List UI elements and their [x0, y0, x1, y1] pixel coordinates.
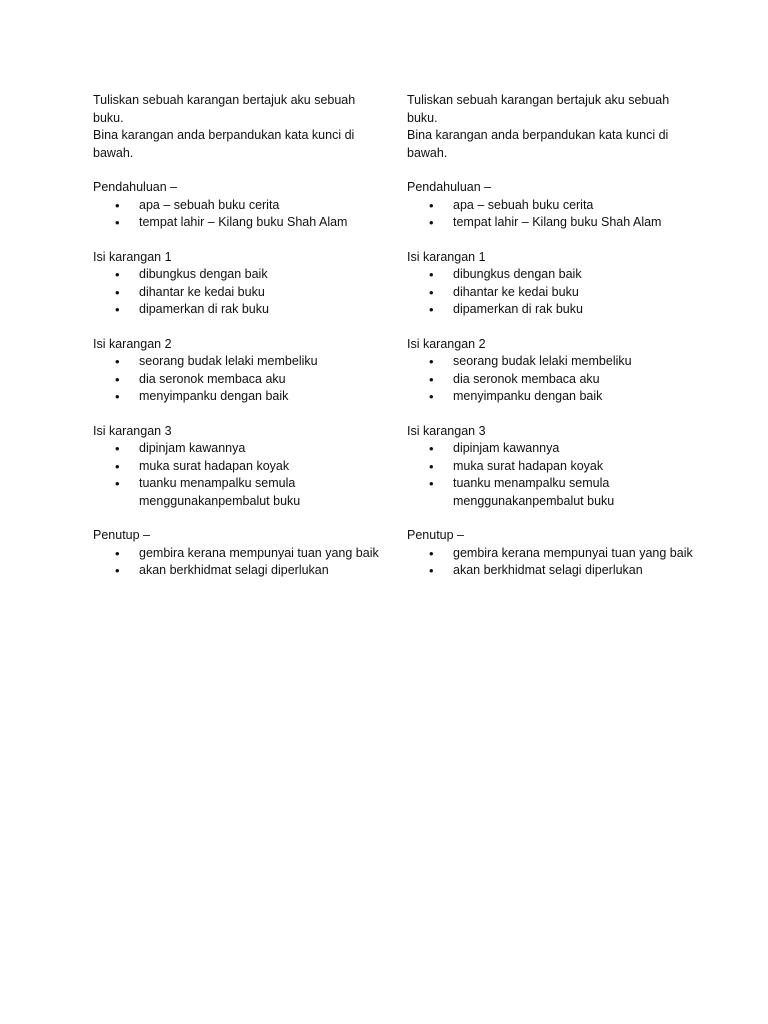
list-item: • tempat lahir – Kilang buku Shah Alam	[407, 214, 697, 232]
list-item: • dibungkus dengan baik	[93, 266, 383, 284]
bullet-list	[93, 440, 383, 510]
list-item: • gembira kerana mempunyai tuan yang baik	[93, 545, 383, 563]
section-title: Isi karangan 3	[407, 423, 486, 438]
bullet-list	[407, 545, 697, 580]
list-item: • dipamerkan di rak buku	[93, 301, 383, 319]
left-column	[93, 92, 383, 580]
list-item: • menyimpanku dengan baik	[407, 388, 697, 406]
instructions	[93, 92, 383, 162]
section-isi-karangan-1	[407, 249, 697, 319]
section-pendahuluan	[407, 179, 697, 232]
list-item: • dipinjam kawannya	[407, 440, 697, 458]
section-title: Isi karangan 2	[93, 336, 172, 351]
section-isi-karangan-2	[93, 336, 383, 406]
list-item: • tuanku menampalku semula menggunakanpembalut buku	[407, 475, 697, 510]
section-penutup	[93, 527, 383, 580]
list-item: • seorang budak lelaki membeliku	[93, 353, 383, 371]
list-item: • apa – sebuah buku cerita	[407, 197, 697, 215]
section-title: Isi karangan 1	[407, 249, 486, 264]
bullet-list	[407, 440, 697, 510]
section-isi-karangan-3	[93, 423, 383, 511]
list-item: • tuanku menampalku semula menggunakanpembalut buku	[93, 475, 383, 510]
instructions	[407, 92, 697, 162]
bullet-list	[407, 197, 697, 232]
bullet-list	[93, 197, 383, 232]
list-item: • dibungkus dengan baik	[407, 266, 697, 284]
list-item: • seorang budak lelaki membeliku	[407, 353, 697, 371]
section-penutup	[407, 527, 697, 580]
section-title: Pendahuluan –	[93, 180, 178, 194]
list-item: • apa – sebuah buku cerita	[93, 197, 383, 215]
section-pendahuluan	[93, 179, 383, 232]
section-title: Penutup –	[93, 528, 150, 542]
section-isi-karangan-1	[93, 249, 383, 319]
section-title: Penutup –	[407, 528, 464, 542]
bullet-list	[93, 353, 383, 406]
bullet-list	[407, 266, 697, 319]
section-title: Pendahuluan –	[407, 180, 492, 194]
instruction-line-2: Bina karangan anda berpandukan kata kunci di bawah.	[93, 128, 355, 160]
instruction-line-1: Tuliskan sebuah karangan bertajuk aku sebuah buku.	[93, 93, 356, 125]
list-item: • dipinjam kawannya	[93, 440, 383, 458]
list-item: • dia seronok membaca aku	[93, 371, 383, 389]
list-item: • dihantar ke kedai buku	[407, 284, 697, 302]
bullet-list	[93, 266, 383, 319]
list-item: • muka surat hadapan koyak	[407, 458, 697, 476]
list-item: • akan berkhidmat selagi diperlukan	[407, 562, 697, 580]
list-item: • muka surat hadapan koyak	[93, 458, 383, 476]
list-item: • menyimpanku dengan baik	[93, 388, 383, 406]
section-title: Isi karangan 3	[93, 423, 172, 438]
list-item: • akan berkhidmat selagi diperlukan	[93, 562, 383, 580]
list-item: • dihantar ke kedai buku	[93, 284, 383, 302]
section-isi-karangan-3	[407, 423, 697, 511]
right-column	[407, 92, 697, 580]
bullet-list	[93, 545, 383, 580]
section-title: Isi karangan 1	[93, 249, 172, 264]
list-item: • dipamerkan di rak buku	[407, 301, 697, 319]
instruction-line-1: Tuliskan sebuah karangan bertajuk aku sebuah buku.	[407, 93, 670, 125]
section-isi-karangan-2	[407, 336, 697, 406]
section-title: Isi karangan 2	[407, 336, 486, 351]
list-item: • tempat lahir – Kilang buku Shah Alam	[93, 214, 383, 232]
list-item: • gembira kerana mempunyai tuan yang baik	[407, 545, 697, 563]
bullet-list	[407, 353, 697, 406]
list-item: • dia seronok membaca aku	[407, 371, 697, 389]
instruction-line-2: Bina karangan anda berpandukan kata kunci di bawah.	[407, 128, 669, 160]
